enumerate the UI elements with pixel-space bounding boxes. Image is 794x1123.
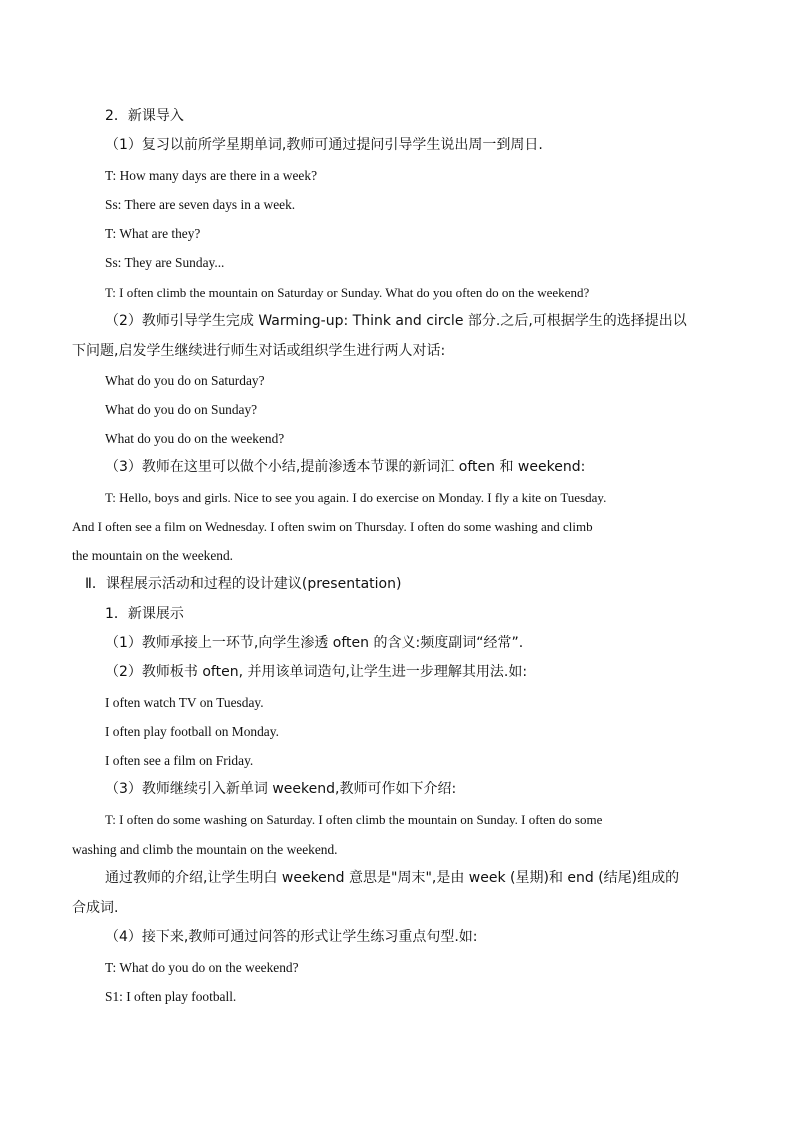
step-2-text: （2）教师引导学生完成 Warming-up: Think and circle 部分.之后,可根据学生的选择提出以	[105, 313, 687, 329]
step-3-text: （3）教师在这里可以做个小结,提前渗透本节课的新词汇 often 和 weekend:	[105, 459, 586, 475]
teacher-speech-line: washing and climb the mountain on the weekend.	[72, 842, 338, 857]
question-line: What do you do on Sunday?	[105, 402, 258, 417]
step-2-text: （2）教师板书 often, 并用该单词造句,让学生进一步理解其用法.如:	[105, 664, 528, 680]
example-sentence: I often see a film on Friday.	[105, 753, 254, 768]
dialogue-line: Ss: There are seven days in a week.	[105, 197, 296, 212]
teacher-speech-line: T: I often do some washing on Saturday. I often climb the mountain on Sunday. I often do some	[105, 812, 603, 827]
teacher-speech-line: T: Hello, boys and girls. Nice to see you again. I do exercise on Monday. I fly a kite on Tuesday.	[105, 490, 607, 505]
sub-heading-new-lesson: 1．新课展示	[105, 606, 184, 622]
question-line: What do you do on Saturday?	[105, 373, 265, 388]
explanation-text-cont: 合成词.	[72, 900, 119, 916]
step-1-text: （1）教师承接上一环节,向学生渗透 often 的含义:频度副词“经常”.	[105, 635, 524, 651]
example-sentence: I often play football on Monday.	[105, 724, 279, 739]
dialogue-line: T: What do you do on the weekend?	[105, 960, 299, 975]
section-heading-presentation: Ⅱ．课程展示活动和过程的设计建议(presentation)	[85, 576, 402, 592]
dialogue-line: Ss: They are Sunday...	[105, 255, 225, 270]
explanation-text: 通过教师的介绍,让学生明白 weekend 意思是"周末",是由 week (星期)和 end (结尾)组成的	[105, 870, 680, 886]
teacher-speech-line: the mountain on the weekend.	[72, 548, 234, 563]
teacher-speech-line: And I often see a film on Wednesday. I often swim on Thursday. I often do some washing and climb	[72, 519, 593, 534]
dialogue-line: S1: I often play football.	[105, 989, 237, 1004]
section-heading-new-lesson-intro: 2．新课导入	[105, 108, 184, 124]
dialogue-line: T: What are they?	[105, 226, 201, 241]
dialogue-line: T: I often climb the mountain on Saturday or Sunday. What do you often do on the weekend?	[105, 285, 590, 300]
question-line: What do you do on the weekend?	[105, 431, 285, 446]
example-sentence: I often watch TV on Tuesday.	[105, 695, 264, 710]
step-4-text: （4）接下来,教师可通过问答的形式让学生练习重点句型.如:	[105, 929, 478, 945]
step-3-text: （3）教师继续引入新单词 weekend,教师可作如下介绍:	[105, 781, 457, 797]
dialogue-line: T: How many days are there in a week?	[105, 168, 318, 183]
step-2-text-cont: 下问题,启发学生继续进行师生对话或组织学生进行两人对话:	[72, 343, 446, 359]
step-1-text: （1）复习以前所学星期单词,教师可通过提问引导学生说出周一到周日.	[105, 137, 543, 153]
